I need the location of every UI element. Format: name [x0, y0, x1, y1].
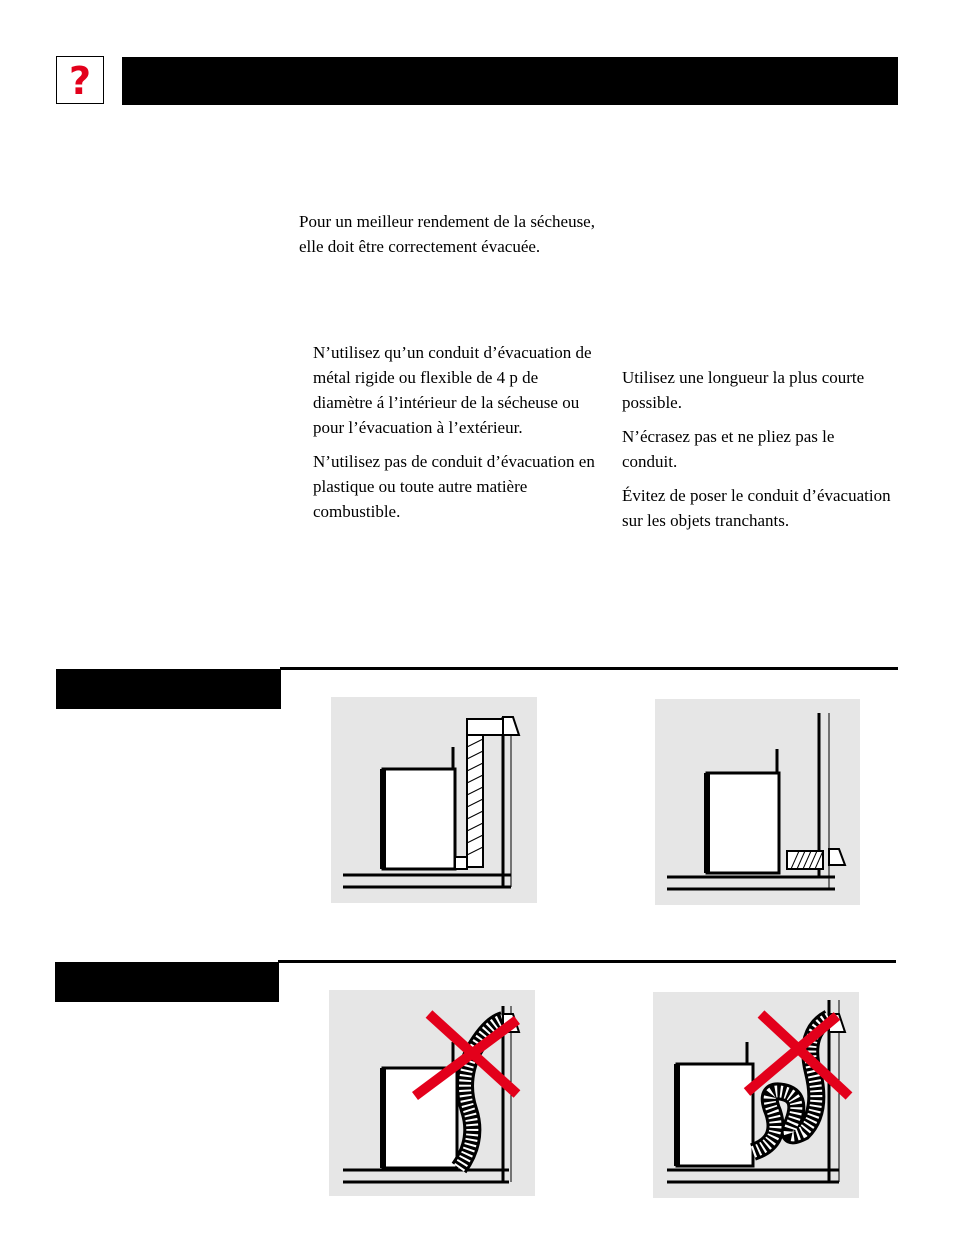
rigid-duct-instruction: N’utilisez qu’un conduit d’évacuation de métal rigide ou flexible de 4 p de diamètre á l’intérieur de la sécheuse ou pour l’évacuation à l’extérieur. — [313, 343, 592, 437]
header-bar — [122, 57, 898, 105]
red-cross-icon — [329, 990, 535, 1196]
no-crush-instruction: N’écrasez pas et ne pliez pas le conduit. — [622, 427, 835, 471]
dryer-horizontal-duct-illustration — [655, 699, 860, 905]
figure-rigid-duct-horizontal — [655, 699, 860, 905]
question-mark-icon — [60, 59, 100, 101]
right-column — [622, 365, 892, 542]
left-column — [313, 340, 598, 533]
figure-flexible-duct-coiled — [653, 992, 859, 1198]
section-divider-correct — [280, 667, 898, 670]
figure-flexible-duct-crushed — [329, 990, 535, 1196]
help-icon-box — [56, 56, 104, 104]
section-divider-incorrect — [278, 960, 896, 963]
no-plastic-instruction: N’utilisez pas de conduit d’évacuation en plastique ou toute autre matière combustible. — [313, 452, 595, 521]
dryer-vertical-duct-illustration — [331, 697, 537, 903]
figure-rigid-duct-vertical — [331, 697, 537, 903]
intro-text: Pour un meilleur rendement de la sécheuse, elle doit être correctement évacuée. — [299, 212, 595, 256]
svg-text:?: ? — [68, 59, 92, 101]
section-label-correct — [56, 669, 281, 709]
short-length-instruction: Utilisez une longueur la plus courte possible. — [622, 368, 865, 412]
section-label-incorrect — [55, 962, 279, 1002]
red-cross-icon — [653, 992, 859, 1198]
no-sharp-objects-instruction: Évitez de poser le conduit d’évacuation sur les objets tranchants. — [622, 486, 891, 530]
